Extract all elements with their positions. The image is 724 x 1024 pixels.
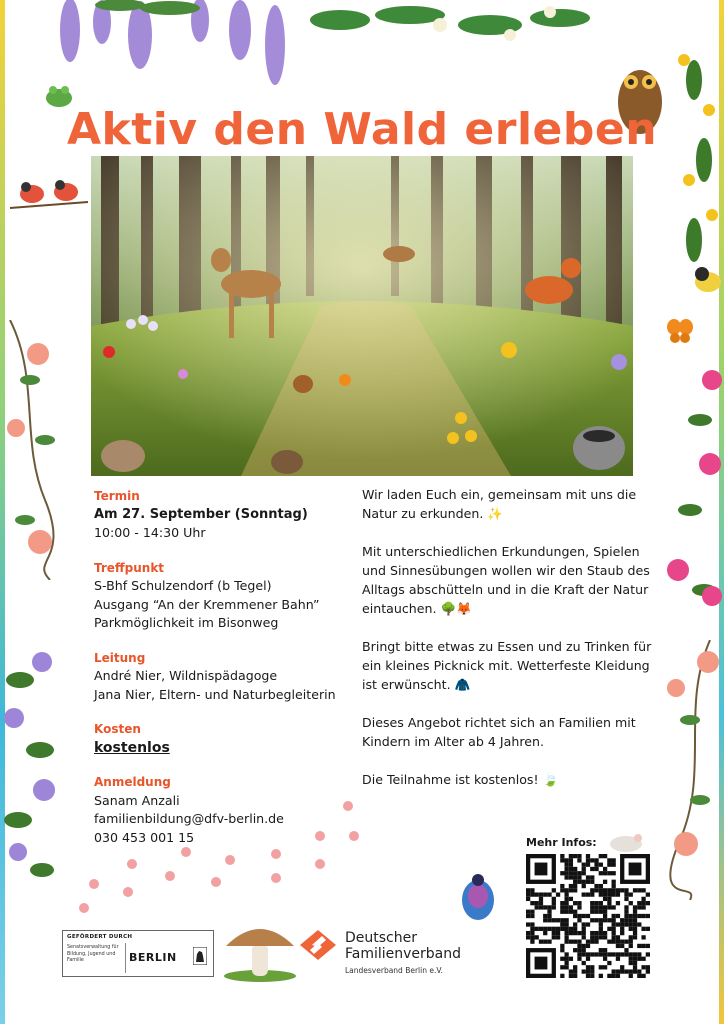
description-paragraph: Dieses Angebot richtet sich an Familien mit Kindern im Alter ab 4 Jahren. xyxy=(362,715,636,749)
termin-time: 10:00 - 14:30 Uhr xyxy=(94,525,206,540)
berlin-bear-icon xyxy=(193,947,207,965)
dfv-logo-icon xyxy=(298,928,338,962)
description-paragraph: Mit unterschiedlichen Erkundungen, Spielen und Sinnesübungen wollen wir den Staub des Alltags abschütteln und in die Kraft der Natur eintauchen. 🌳🦊 xyxy=(362,544,650,616)
description-paragraph: Die Teilnahme ist kostenlos! 🍃 xyxy=(362,772,559,787)
sponsor-city: BERLIN xyxy=(129,951,177,964)
leitung-label: Leitung xyxy=(94,650,146,665)
leitung-line2: Jana Nier, Eltern- und Naturbegleiterin xyxy=(94,686,336,702)
sponsor-box xyxy=(62,930,214,977)
event-description xyxy=(362,485,667,808)
yellow-flowers-icon xyxy=(664,40,724,290)
description-paragraph: Wir laden Euch ein, gemeinsam mit uns die Natur zu erkunden. ✨ xyxy=(362,487,637,521)
org-name-line2: Familienverband xyxy=(345,946,462,962)
sponsor-department: Senatsverwaltung für Bildung, Jugend und Familie xyxy=(67,945,119,963)
treffpunkt-label: Treffpunkt xyxy=(94,560,165,575)
butterfly-icon xyxy=(666,318,694,344)
mushroom-icon xyxy=(220,916,300,982)
leaf-garland-icon xyxy=(300,0,630,70)
termin-date: Am 27. September (Sonntag) xyxy=(94,506,308,522)
leitung-line1: André Nier, Wildnispädagoge xyxy=(94,668,278,683)
sponsor-heading: GEFÖRDERT DURCH xyxy=(67,934,133,940)
event-details xyxy=(94,487,356,847)
anmeldung-name: Sanam Anzali xyxy=(94,792,180,808)
org-name xyxy=(345,930,461,962)
left-vine-icon xyxy=(0,320,70,580)
termin-label: Termin xyxy=(94,489,140,503)
anmeldung-phone[interactable]: 030 453 001 15 xyxy=(94,829,195,845)
pink-flowers-icon xyxy=(660,360,724,620)
mouse-icon xyxy=(602,830,658,854)
titmouse-icon xyxy=(690,264,724,296)
birds-icon xyxy=(8,172,90,216)
org-name-line1: Deutscher xyxy=(345,930,417,946)
paw-prints-icon xyxy=(70,796,370,916)
description-paragraph: Bringt bitte etwas zu Essen und zu Trinken für ein kleines Picknick mit. Wetterfeste Kleidung ist erwünscht. 🧥 xyxy=(362,639,652,692)
org-subtitle: Landesverband Berlin e.V. xyxy=(345,966,443,975)
qr-label: Mehr Infos: xyxy=(526,836,597,849)
treffpunkt-line2: Ausgang “An der Kremmener Bahn” xyxy=(94,596,320,612)
kosten-value: kostenlos xyxy=(94,739,170,756)
treffpunkt-line3: Parkmöglichkeit im Bisonweg xyxy=(94,615,279,630)
forest-photo xyxy=(91,156,633,476)
qr-code[interactable] xyxy=(526,854,650,978)
wisteria-icon xyxy=(40,0,300,100)
page-title: Aktiv den Wald erleben xyxy=(66,104,658,155)
anmeldung-email[interactable]: familienbildung@dfv-berlin.de xyxy=(94,811,284,826)
treffpunkt-line1: S-Bhf Schulzendorf (b Tegel) xyxy=(94,578,272,593)
kosten-label: Kosten xyxy=(94,722,141,736)
anmeldung-label: Anmeldung xyxy=(94,775,171,789)
beetle-icon xyxy=(450,868,506,928)
purple-flowers-icon xyxy=(0,640,70,890)
